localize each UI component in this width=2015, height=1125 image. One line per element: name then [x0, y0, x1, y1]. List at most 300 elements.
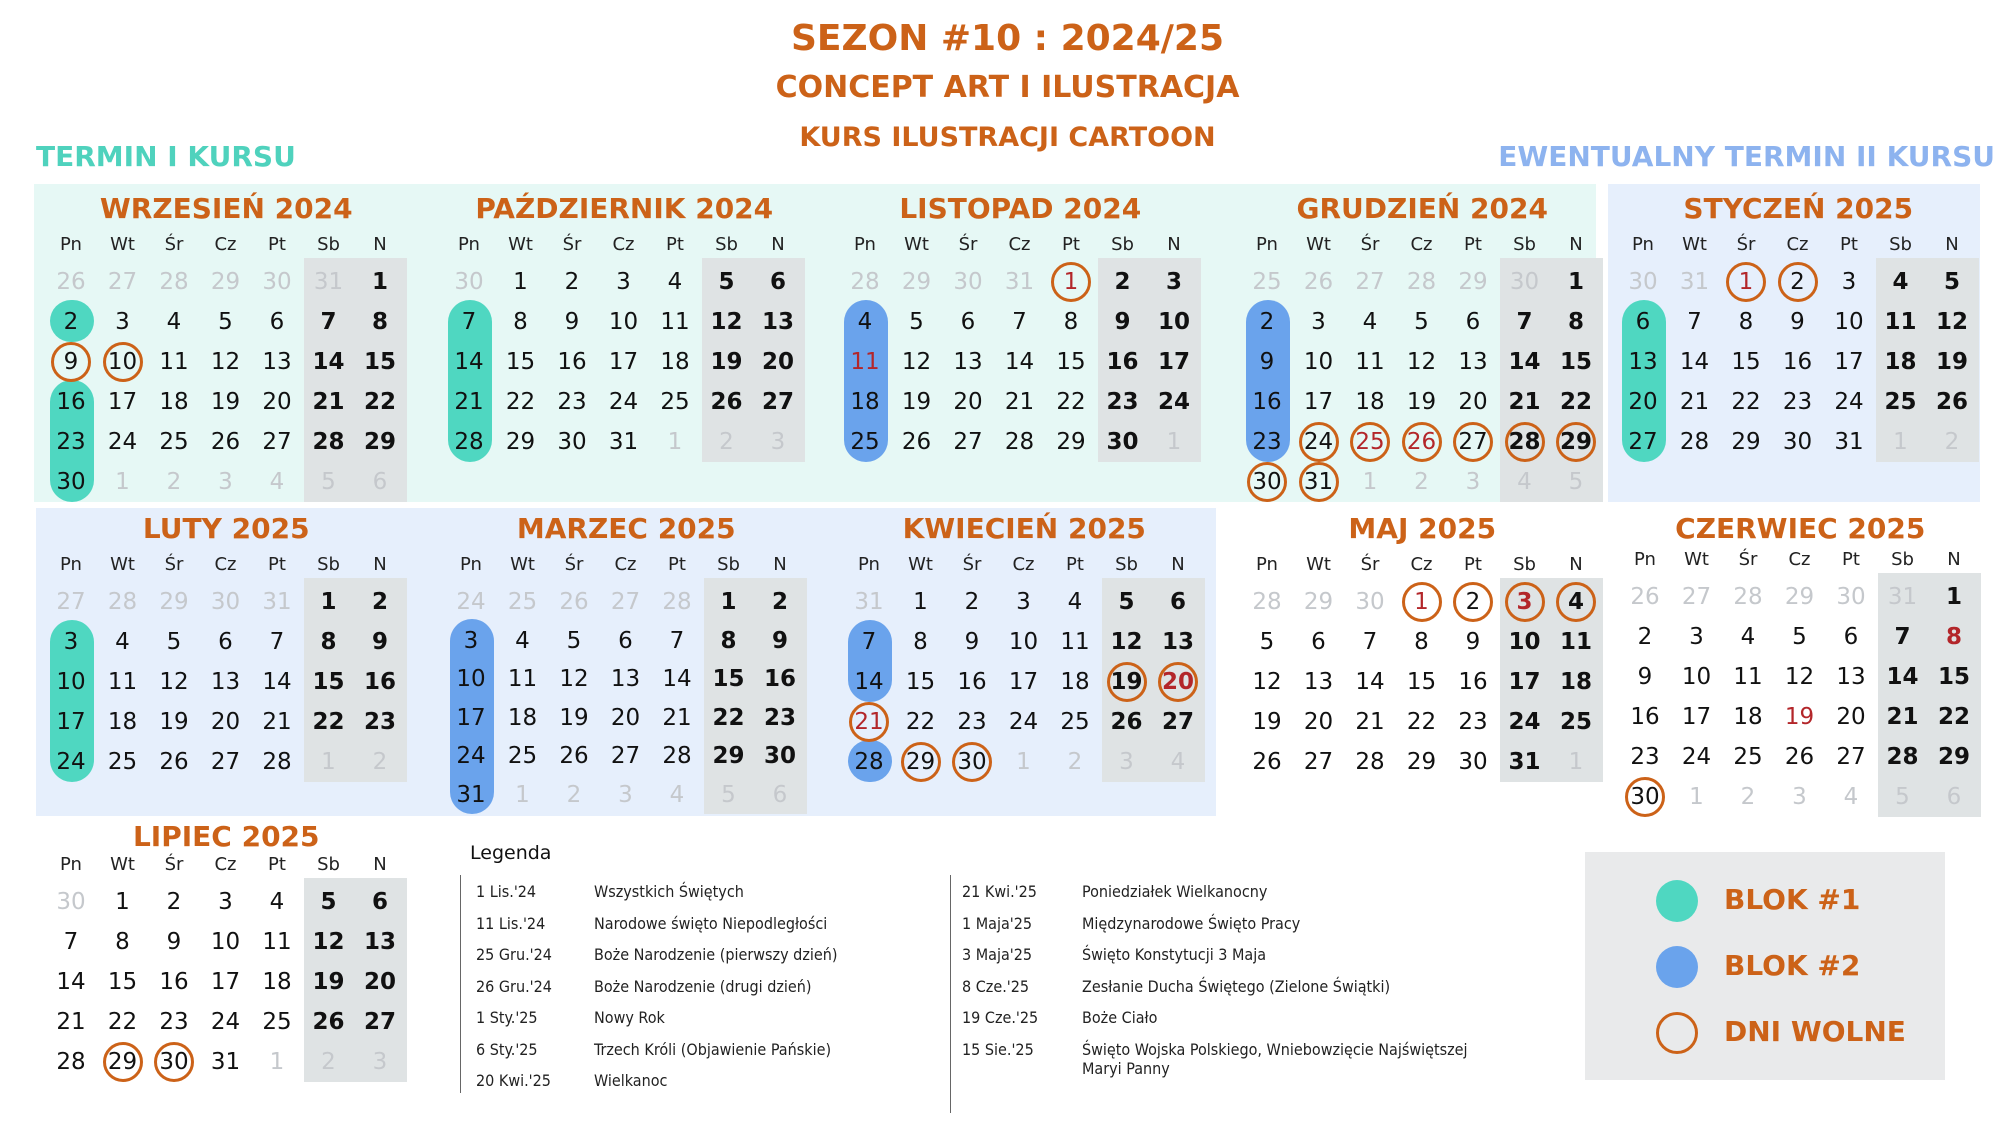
- day-cell[interactable]: 20: [761, 349, 794, 375]
- day-cell[interactable]: 14: [1004, 349, 1035, 375]
- day-cell[interactable]: 6: [1311, 629, 1326, 655]
- day-cell[interactable]: 4: [115, 629, 130, 655]
- day-cell[interactable]: 28: [1508, 429, 1541, 455]
- day-cell[interactable]: 26: [1784, 744, 1815, 770]
- day-cell[interactable]: 23: [1782, 389, 1813, 415]
- day-cell[interactable]: 26: [312, 1009, 345, 1035]
- day-cell[interactable]: 6: [1843, 624, 1859, 650]
- day-cell[interactable]: 27: [107, 269, 138, 295]
- day-cell[interactable]: 15: [712, 666, 745, 693]
- day-cell[interactable]: 20: [1161, 669, 1194, 695]
- day-cell[interactable]: 9: [1114, 309, 1131, 335]
- day-cell[interactable]: 22: [1056, 389, 1086, 415]
- day-cell[interactable]: 30: [953, 269, 983, 295]
- day-cell[interactable]: 13: [761, 309, 794, 335]
- day-cell[interactable]: 16: [957, 669, 987, 695]
- day-cell[interactable]: 1: [1567, 269, 1584, 295]
- day-cell[interactable]: 6: [1635, 309, 1651, 335]
- day-cell[interactable]: 27: [363, 1009, 396, 1035]
- day-cell[interactable]: 12: [1935, 309, 1968, 335]
- day-cell[interactable]: 15: [1937, 664, 1970, 690]
- day-cell[interactable]: 27: [1836, 744, 1866, 770]
- day-cell[interactable]: 20: [210, 709, 241, 735]
- day-cell[interactable]: 19: [1110, 669, 1143, 695]
- day-cell[interactable]: 1: [513, 269, 528, 295]
- day-cell[interactable]: 21: [1355, 709, 1385, 735]
- day-cell[interactable]: 13: [262, 349, 292, 375]
- day-cell[interactable]: 13: [1303, 669, 1334, 695]
- day-cell[interactable]: 26: [901, 429, 932, 455]
- day-cell[interactable]: 15: [905, 669, 936, 695]
- day-cell[interactable]: 3: [1119, 749, 1134, 775]
- day-cell[interactable]: 26: [159, 749, 189, 775]
- day-cell[interactable]: 1: [321, 749, 336, 775]
- day-cell[interactable]: 24: [608, 389, 639, 415]
- day-cell[interactable]: 17: [1834, 349, 1864, 375]
- day-cell[interactable]: 17: [1303, 389, 1334, 415]
- day-cell[interactable]: 3: [372, 1049, 388, 1075]
- day-cell[interactable]: 1: [515, 782, 530, 808]
- day-cell[interactable]: 20: [262, 389, 292, 415]
- day-cell[interactable]: 30: [1630, 784, 1660, 810]
- day-cell[interactable]: 8: [1063, 309, 1079, 335]
- day-cell[interactable]: 2: [1944, 429, 1960, 455]
- day-cell[interactable]: 28: [854, 749, 884, 775]
- day-cell[interactable]: 3: [618, 782, 633, 808]
- day-cell[interactable]: 17: [210, 969, 241, 995]
- day-cell[interactable]: 5: [1943, 269, 1960, 295]
- day-cell[interactable]: 30: [1252, 469, 1282, 495]
- day-cell[interactable]: 15: [107, 969, 138, 995]
- day-cell[interactable]: 28: [662, 743, 692, 770]
- day-cell[interactable]: 27: [1681, 584, 1712, 610]
- day-cell[interactable]: 18: [1884, 349, 1917, 375]
- day-cell[interactable]: 22: [505, 389, 536, 415]
- day-cell[interactable]: 14: [454, 349, 484, 375]
- day-cell[interactable]: 22: [363, 389, 396, 415]
- day-cell[interactable]: 21: [262, 709, 292, 735]
- day-cell[interactable]: 15: [1056, 349, 1086, 375]
- day-cell[interactable]: 28: [1886, 744, 1919, 770]
- day-cell[interactable]: 30: [1628, 269, 1658, 295]
- day-cell[interactable]: 30: [454, 269, 484, 295]
- day-cell[interactable]: 10: [107, 349, 138, 375]
- day-cell[interactable]: 28: [312, 429, 345, 455]
- day-cell[interactable]: 31: [1508, 749, 1541, 775]
- day-cell[interactable]: 19: [312, 969, 345, 995]
- day-cell[interactable]: 20: [1303, 709, 1334, 735]
- day-cell[interactable]: 29: [1056, 429, 1086, 455]
- day-cell[interactable]: 10: [1303, 349, 1334, 375]
- day-cell[interactable]: 16: [1252, 389, 1282, 415]
- day-cell[interactable]: 25: [850, 429, 880, 455]
- day-cell[interactable]: 22: [1731, 389, 1761, 415]
- day-cell[interactable]: 28: [262, 749, 292, 775]
- day-cell[interactable]: 31: [1004, 269, 1035, 295]
- day-cell[interactable]: 14: [1679, 349, 1710, 375]
- day-cell[interactable]: 8: [320, 629, 337, 655]
- day-cell[interactable]: 30: [957, 749, 987, 775]
- day-cell[interactable]: 7: [1894, 624, 1911, 650]
- day-cell[interactable]: 11: [1559, 629, 1592, 655]
- day-cell[interactable]: 19: [710, 349, 743, 375]
- day-cell[interactable]: 23: [557, 389, 587, 415]
- day-cell[interactable]: 7: [1516, 309, 1533, 335]
- day-cell[interactable]: 4: [1517, 469, 1532, 495]
- day-cell[interactable]: 22: [107, 1009, 138, 1035]
- day-cell[interactable]: 12: [1110, 629, 1143, 655]
- day-cell[interactable]: 2: [371, 589, 388, 615]
- day-cell[interactable]: 9: [564, 309, 580, 335]
- day-cell[interactable]: 2: [1740, 784, 1756, 810]
- day-cell[interactable]: 8: [913, 629, 928, 655]
- day-cell[interactable]: 16: [1458, 669, 1488, 695]
- day-cell[interactable]: 28: [454, 429, 484, 455]
- day-cell[interactable]: 3: [463, 627, 479, 654]
- day-cell[interactable]: 28: [1252, 589, 1282, 615]
- day-cell[interactable]: 29: [210, 269, 241, 295]
- day-cell[interactable]: 29: [905, 749, 936, 775]
- day-cell[interactable]: 14: [56, 969, 86, 995]
- day-cell[interactable]: 25: [159, 429, 189, 455]
- day-cell[interactable]: 2: [1637, 624, 1653, 650]
- day-cell[interactable]: 18: [1559, 669, 1592, 695]
- day-cell[interactable]: 11: [1355, 349, 1385, 375]
- day-cell[interactable]: 6: [1946, 784, 1962, 810]
- day-cell[interactable]: 5: [1259, 629, 1275, 655]
- day-cell[interactable]: 28: [1406, 269, 1437, 295]
- day-cell[interactable]: 30: [262, 269, 292, 295]
- day-cell[interactable]: 17: [1008, 669, 1039, 695]
- day-cell[interactable]: 15: [312, 669, 345, 695]
- day-cell[interactable]: 22: [312, 709, 345, 735]
- day-cell[interactable]: 4: [857, 309, 873, 335]
- day-cell[interactable]: 27: [1303, 749, 1334, 775]
- day-cell[interactable]: 30: [1355, 589, 1385, 615]
- day-cell[interactable]: 19: [1784, 704, 1815, 730]
- day-cell[interactable]: 4: [667, 269, 683, 295]
- day-cell[interactable]: 14: [312, 349, 345, 375]
- day-cell[interactable]: 16: [1106, 349, 1139, 375]
- day-cell[interactable]: 25: [1355, 429, 1385, 455]
- day-cell[interactable]: 29: [1784, 584, 1815, 610]
- day-cell[interactable]: 18: [507, 704, 538, 731]
- day-cell[interactable]: 18: [660, 349, 690, 375]
- day-cell[interactable]: 10: [1508, 629, 1541, 655]
- day-cell[interactable]: 25: [1060, 709, 1090, 735]
- day-cell[interactable]: 8: [720, 627, 737, 654]
- day-cell[interactable]: 14: [854, 669, 884, 695]
- day-cell[interactable]: 11: [159, 349, 189, 375]
- day-cell[interactable]: 3: [1016, 589, 1031, 615]
- day-cell[interactable]: 1: [1166, 429, 1182, 455]
- day-cell[interactable]: 9: [166, 929, 182, 955]
- day-cell[interactable]: 3: [218, 889, 233, 915]
- day-cell[interactable]: 23: [1630, 744, 1660, 770]
- day-cell[interactable]: 2: [1067, 749, 1083, 775]
- day-cell[interactable]: 17: [56, 709, 86, 735]
- day-cell[interactable]: 1: [667, 429, 683, 455]
- day-cell[interactable]: 3: [1311, 309, 1326, 335]
- day-cell[interactable]: 10: [608, 309, 639, 335]
- day-cell[interactable]: 5: [166, 629, 182, 655]
- day-cell[interactable]: 19: [901, 389, 932, 415]
- day-cell[interactable]: 27: [610, 589, 641, 615]
- day-cell[interactable]: 12: [559, 666, 589, 693]
- day-cell[interactable]: 22: [905, 709, 936, 735]
- day-cell[interactable]: 11: [660, 309, 690, 335]
- day-cell[interactable]: 28: [107, 589, 138, 615]
- day-cell[interactable]: 15: [505, 349, 536, 375]
- day-cell[interactable]: 4: [1170, 749, 1186, 775]
- day-cell[interactable]: 31: [1303, 469, 1334, 495]
- day-cell[interactable]: 25: [1884, 389, 1917, 415]
- day-cell[interactable]: 28: [1733, 584, 1763, 610]
- day-cell[interactable]: 30: [56, 469, 86, 495]
- day-cell[interactable]: 7: [861, 629, 877, 655]
- day-cell[interactable]: 24: [1303, 429, 1334, 455]
- day-cell[interactable]: 26: [559, 743, 589, 770]
- day-cell[interactable]: 30: [1782, 429, 1813, 455]
- day-cell[interactable]: 8: [371, 309, 388, 335]
- day-cell[interactable]: 27: [1355, 269, 1385, 295]
- day-cell[interactable]: 29: [1458, 269, 1488, 295]
- day-cell[interactable]: 1: [1016, 749, 1031, 775]
- day-cell[interactable]: 31: [854, 589, 884, 615]
- day-cell[interactable]: 6: [769, 269, 786, 295]
- day-cell[interactable]: 13: [610, 666, 641, 693]
- day-cell[interactable]: 21: [854, 709, 884, 735]
- day-cell[interactable]: 2: [719, 429, 734, 455]
- day-cell[interactable]: 11: [1733, 664, 1763, 690]
- day-cell[interactable]: 3: [1165, 269, 1182, 295]
- day-cell[interactable]: 18: [262, 969, 292, 995]
- day-cell[interactable]: 17: [1157, 349, 1190, 375]
- day-cell[interactable]: 23: [763, 704, 796, 731]
- day-cell[interactable]: 4: [1740, 624, 1756, 650]
- day-cell[interactable]: 21: [662, 704, 692, 731]
- day-cell[interactable]: 2: [372, 749, 388, 775]
- day-cell[interactable]: 16: [363, 669, 396, 695]
- day-cell[interactable]: 7: [1012, 309, 1027, 335]
- day-cell[interactable]: 24: [1834, 389, 1864, 415]
- day-cell[interactable]: 23: [957, 709, 987, 735]
- day-cell[interactable]: 26: [1630, 584, 1660, 610]
- day-cell[interactable]: 21: [56, 1009, 86, 1035]
- day-cell[interactable]: 15: [363, 349, 396, 375]
- day-cell[interactable]: 26: [1935, 389, 1968, 415]
- day-cell[interactable]: 30: [1509, 269, 1540, 295]
- day-cell[interactable]: 1: [913, 589, 928, 615]
- day-cell[interactable]: 28: [159, 269, 189, 295]
- day-cell[interactable]: 9: [1259, 349, 1275, 375]
- day-cell[interactable]: 2: [566, 782, 582, 808]
- day-cell[interactable]: 16: [1782, 349, 1813, 375]
- day-cell[interactable]: 3: [1516, 589, 1533, 615]
- day-cell[interactable]: 20: [1836, 704, 1866, 730]
- day-cell[interactable]: 1: [269, 1049, 285, 1075]
- day-cell[interactable]: 2: [63, 309, 79, 335]
- day-cell[interactable]: 30: [763, 743, 796, 770]
- day-cell[interactable]: 17: [1681, 704, 1712, 730]
- day-cell[interactable]: 28: [1004, 429, 1035, 455]
- day-cell[interactable]: 27: [1161, 709, 1194, 735]
- day-cell[interactable]: 28: [56, 1049, 86, 1075]
- day-cell[interactable]: 30: [1836, 584, 1866, 610]
- day-cell[interactable]: 13: [363, 929, 396, 955]
- day-cell[interactable]: 13: [1836, 664, 1866, 690]
- day-cell[interactable]: 27: [56, 589, 86, 615]
- day-cell[interactable]: 8: [1738, 309, 1754, 335]
- day-cell[interactable]: 5: [1792, 624, 1807, 650]
- day-cell[interactable]: 15: [1731, 349, 1761, 375]
- day-cell[interactable]: 29: [1731, 429, 1761, 455]
- day-cell[interactable]: 5: [909, 309, 924, 335]
- day-cell[interactable]: 9: [63, 349, 79, 375]
- day-cell[interactable]: 22: [712, 704, 745, 731]
- day-cell[interactable]: 3: [770, 429, 786, 455]
- day-cell[interactable]: 30: [159, 1049, 189, 1075]
- day-cell[interactable]: 24: [456, 743, 486, 770]
- day-cell[interactable]: 31: [210, 1049, 241, 1075]
- day-cell[interactable]: 2: [166, 469, 182, 495]
- day-cell[interactable]: 6: [1465, 309, 1481, 335]
- day-cell[interactable]: 28: [1679, 429, 1710, 455]
- day-cell[interactable]: 27: [953, 429, 983, 455]
- day-cell[interactable]: 27: [262, 429, 292, 455]
- day-cell[interactable]: 17: [1508, 669, 1541, 695]
- day-cell[interactable]: 9: [964, 629, 980, 655]
- day-cell[interactable]: 23: [1106, 389, 1139, 415]
- day-cell[interactable]: 29: [159, 589, 189, 615]
- day-cell[interactable]: 2: [166, 889, 182, 915]
- day-cell[interactable]: 30: [1458, 749, 1488, 775]
- day-cell[interactable]: 10: [56, 669, 86, 695]
- day-cell[interactable]: 27: [761, 389, 794, 415]
- day-cell[interactable]: 28: [1355, 749, 1385, 775]
- day-cell[interactable]: 4: [1892, 269, 1909, 295]
- day-cell[interactable]: 12: [901, 349, 932, 375]
- day-cell[interactable]: 3: [1792, 784, 1807, 810]
- day-cell[interactable]: 10: [456, 666, 486, 693]
- day-cell[interactable]: 18: [1060, 669, 1090, 695]
- day-cell[interactable]: 9: [371, 629, 388, 655]
- day-cell[interactable]: 6: [372, 469, 388, 495]
- day-cell[interactable]: 30: [557, 429, 587, 455]
- day-cell[interactable]: 9: [1637, 664, 1653, 690]
- day-cell[interactable]: 30: [1106, 429, 1139, 455]
- day-cell[interactable]: 26: [1406, 429, 1437, 455]
- day-cell[interactable]: 12: [1406, 349, 1437, 375]
- day-cell[interactable]: 9: [1790, 309, 1805, 335]
- day-cell[interactable]: 28: [850, 269, 880, 295]
- day-cell[interactable]: 2: [1259, 309, 1275, 335]
- day-cell[interactable]: 1: [371, 269, 388, 295]
- day-cell[interactable]: 31: [608, 429, 639, 455]
- day-cell[interactable]: 12: [710, 309, 743, 335]
- day-cell[interactable]: 18: [1733, 704, 1763, 730]
- day-cell[interactable]: 19: [559, 704, 589, 731]
- day-cell[interactable]: 24: [210, 1009, 241, 1035]
- day-cell[interactable]: 23: [363, 709, 396, 735]
- day-cell[interactable]: 1: [1063, 269, 1079, 295]
- day-cell[interactable]: 24: [1008, 709, 1039, 735]
- day-cell[interactable]: 10: [1681, 664, 1712, 690]
- day-cell[interactable]: 29: [901, 269, 932, 295]
- day-cell[interactable]: 5: [1895, 784, 1910, 810]
- day-cell[interactable]: 12: [159, 669, 189, 695]
- day-cell[interactable]: 25: [660, 389, 690, 415]
- day-cell[interactable]: 16: [763, 666, 796, 693]
- day-cell[interactable]: 4: [166, 309, 182, 335]
- day-cell[interactable]: 25: [507, 743, 538, 770]
- day-cell[interactable]: 10: [1834, 309, 1864, 335]
- day-cell[interactable]: 21: [1679, 389, 1710, 415]
- day-cell[interactable]: 5: [1414, 309, 1429, 335]
- day-cell[interactable]: 21: [454, 389, 484, 415]
- day-cell[interactable]: 4: [669, 782, 685, 808]
- day-cell[interactable]: 26: [1303, 269, 1334, 295]
- day-cell[interactable]: 31: [1834, 429, 1864, 455]
- day-cell[interactable]: 11: [507, 666, 538, 693]
- day-cell[interactable]: 21: [1886, 704, 1919, 730]
- day-cell[interactable]: 11: [262, 929, 292, 955]
- day-cell[interactable]: 26: [56, 269, 86, 295]
- day-cell[interactable]: 29: [1937, 744, 1970, 770]
- day-cell[interactable]: 23: [56, 429, 86, 455]
- day-cell[interactable]: 6: [1169, 589, 1186, 615]
- day-cell[interactable]: 24: [456, 589, 486, 615]
- day-cell[interactable]: 8: [115, 929, 130, 955]
- day-cell[interactable]: 15: [1406, 669, 1437, 695]
- day-cell[interactable]: 31: [1679, 269, 1710, 295]
- day-cell[interactable]: 22: [1406, 709, 1437, 735]
- day-cell[interactable]: 11: [107, 669, 138, 695]
- day-cell[interactable]: 31: [1887, 584, 1918, 610]
- day-cell[interactable]: 10: [1008, 629, 1039, 655]
- day-cell[interactable]: 5: [1568, 469, 1584, 495]
- day-cell[interactable]: 25: [262, 1009, 292, 1035]
- day-cell[interactable]: 16: [1630, 704, 1660, 730]
- day-cell[interactable]: 11: [850, 349, 880, 375]
- day-cell[interactable]: 29: [712, 743, 745, 770]
- day-cell[interactable]: 1: [1414, 589, 1429, 615]
- day-cell[interactable]: 30: [56, 889, 86, 915]
- day-cell[interactable]: 6: [218, 629, 233, 655]
- day-cell[interactable]: 29: [1559, 429, 1592, 455]
- day-cell[interactable]: 16: [56, 389, 86, 415]
- day-cell[interactable]: 6: [371, 889, 388, 915]
- day-cell[interactable]: 6: [269, 309, 285, 335]
- day-cell[interactable]: 19: [1406, 389, 1437, 415]
- day-cell[interactable]: 16: [557, 349, 587, 375]
- day-cell[interactable]: 13: [210, 669, 241, 695]
- day-cell[interactable]: 12: [312, 929, 345, 955]
- day-cell[interactable]: 29: [363, 429, 396, 455]
- day-cell[interactable]: 5: [721, 782, 736, 808]
- day-cell[interactable]: 20: [363, 969, 396, 995]
- day-cell[interactable]: 29: [1303, 589, 1334, 615]
- day-cell[interactable]: 1: [320, 589, 337, 615]
- day-cell[interactable]: 21: [312, 389, 345, 415]
- day-cell[interactable]: 1: [1738, 269, 1754, 295]
- day-cell[interactable]: 13: [953, 349, 983, 375]
- day-cell[interactable]: 23: [159, 1009, 189, 1035]
- day-cell[interactable]: 13: [1161, 629, 1194, 655]
- day-cell[interactable]: 12: [210, 349, 241, 375]
- day-cell[interactable]: 13: [1628, 349, 1658, 375]
- day-cell[interactable]: 1: [1945, 584, 1962, 610]
